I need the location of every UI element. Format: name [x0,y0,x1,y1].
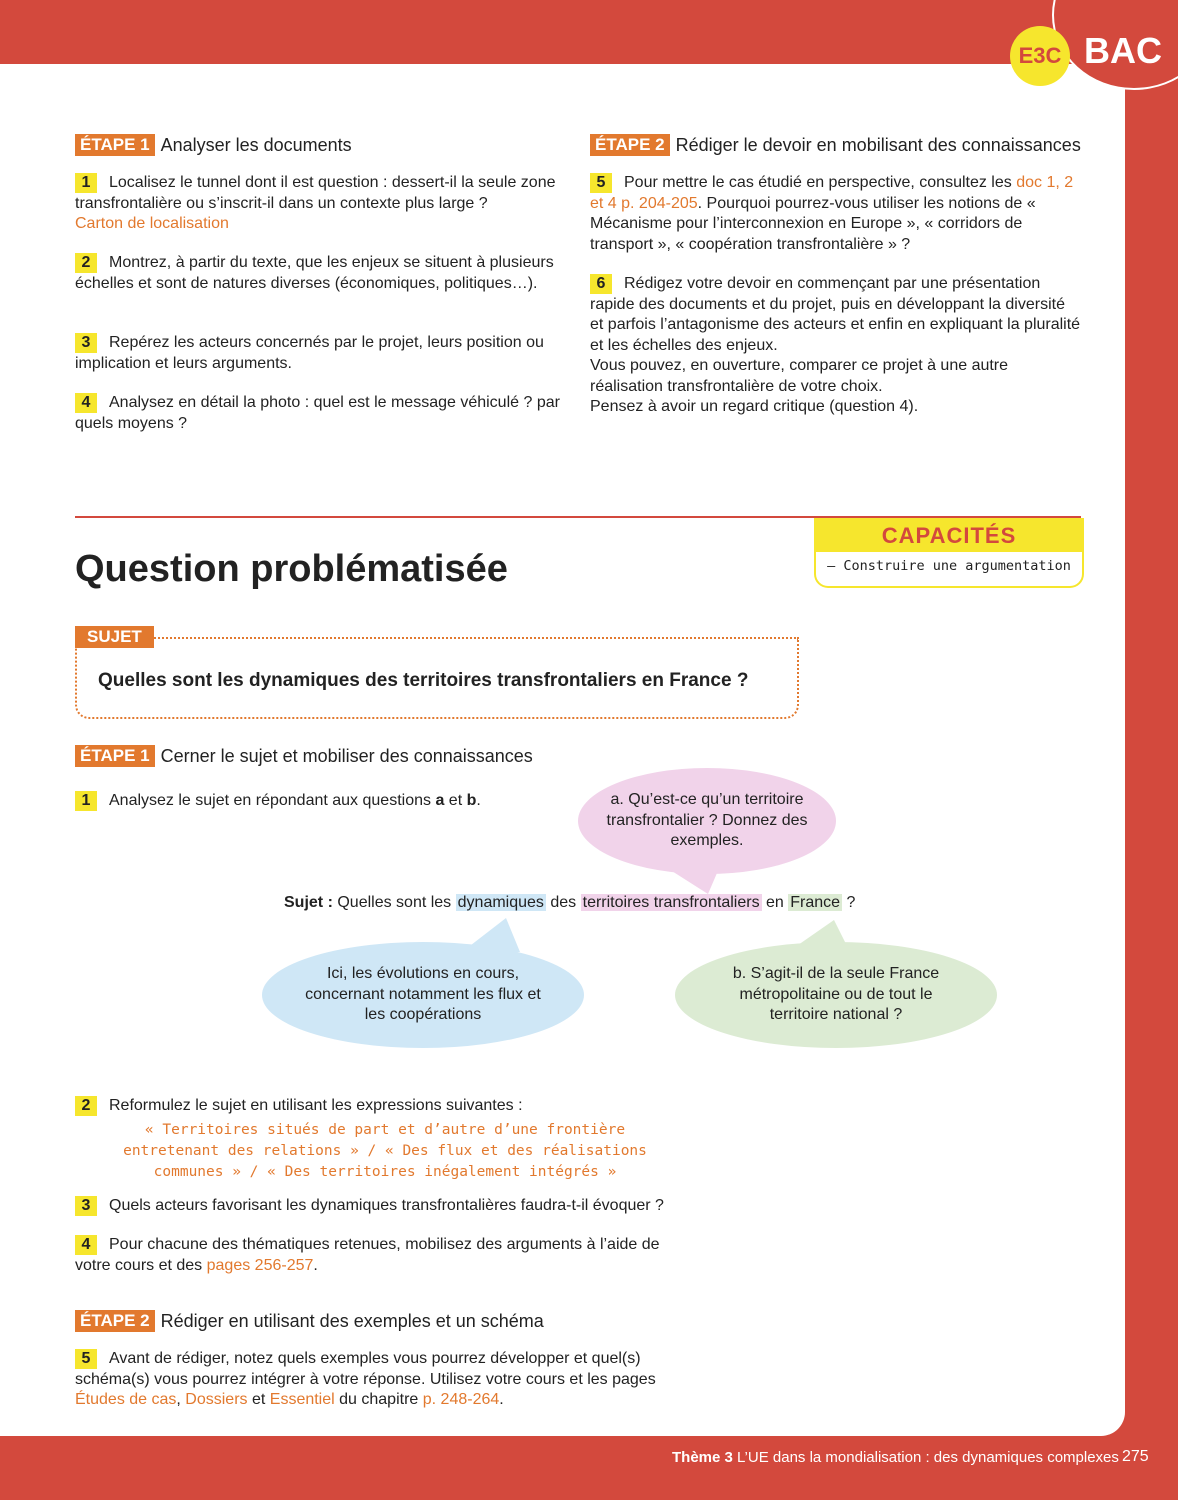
page-title: Question problématisée [75,548,508,590]
e3c-badge: E3C [1010,26,1070,86]
expressions-list: « Territoires situés de part et d’autre d’une frontière entretenant des relations » / « Des flux et des réalisations communes » / « Des territoires inégalement intégrés » [123,1122,647,1180]
sujet-tag: SUJET [75,626,154,648]
item-text: a [435,792,445,809]
doc-link[interactable]: doc 1, 2 et 4 p. 204-205 [590,174,1074,212]
etape-tag: ÉTAPE 2 [590,134,670,156]
item-number: 1 [75,791,97,811]
item-number: 5 [590,173,612,193]
item-text: Pour mettre le cas étudié en perspective, consultez les [624,174,1017,191]
etape-tag: ÉTAPE 1 [75,745,155,767]
item-number: 6 [590,274,612,294]
highlight-territoires: territoires transfrontaliers [582,894,760,911]
highlight-france: France [790,894,841,911]
bubble-dynamiques [262,942,584,1048]
bubble-text: a. Qu’est-ce qu’un territoire transfrontalier ? Donnez des exemples. [606,791,808,850]
etape-title: Cerner le sujet et mobiliser des connaissances [160,745,533,766]
etudes-link[interactable]: Études de cas [75,1391,177,1408]
item-text: Pour chacune des thématiques retenues, mobilisez des arguments à l’aide de votre cours et des [75,1236,660,1274]
sujet-word: Quelles sont les [337,894,452,911]
sujet-word: ? [846,894,856,911]
item-text: et [444,792,467,809]
footer-theme [672,1449,1119,1466]
capacites-text: – Construire une argumentation [827,558,1071,574]
pages-link[interactable]: pages 256-257 [206,1256,314,1274]
etape-tag: ÉTAPE 2 [75,1310,155,1332]
bubble-question-b [675,942,997,1048]
sujet-word: en [766,894,784,911]
page-number: 275 [1122,1448,1149,1465]
item-text: Rédigez votre devoir en commençant par une présentation rapide des documents et du projet, puis en développant la diversité et parfois l’antagonisme des acteurs et enfin en expliquant la pluralité et les échelles des enjeux. [590,275,1081,354]
item-number: 2 [75,253,97,273]
item-text: Reformulez le sujet en utilisant les expressions suivantes : [109,1097,523,1114]
item-text: Repérez les acteurs concernés par le projet, leurs position ou implication et leurs arguments. [75,334,544,372]
bubble-text: b. S’agit-il de la seule France métropolitaine ou de tout le territoire national ? [732,965,940,1024]
item-text: Avant de rédiger, notez quels exemples vous pourrez développer et quel(s) schéma(s) vous pourrez intégrer à votre réponse. Utilisez votre cours et les pages [75,1350,656,1388]
list-item [75,1096,775,1117]
item-text: Analysez le sujet en répondant aux questions [109,792,436,809]
item-number: 3 [75,333,97,353]
item-text: Localisez le tunnel dont il est question : dessert-il la seule zone transfrontalière ou s’inscrit-il dans un contexte plus large ? [75,174,556,212]
item-text: Analysez en détail la photo : quel est le message véhiculé ? par quels moyens ? [75,394,560,432]
item-text: . [499,1391,504,1408]
item-number: 4 [75,1235,97,1255]
item-text: Quels acteurs favorisant les dynamiques transfrontalières faudra-t-il évoquer ? [109,1197,664,1214]
item-text: du chapitre [334,1391,423,1408]
item-number: 3 [75,1196,97,1216]
item-number: 4 [75,393,97,413]
carton-link[interactable]: Carton de localisation [75,215,229,232]
essentiel-link[interactable]: Essentiel [269,1391,335,1408]
item-text: Vous pouvez, en ouverture, comparer ce projet à une autre réalisation transfrontalière de votre choix. [590,357,1009,395]
sujet-word: des [550,894,577,911]
bubble-text: Ici, les évolutions en cours, concernant notamment les flux et les coopérations [305,965,541,1024]
list-item [75,1235,685,1276]
etape-title: Rédiger en utilisant des exemples et un schéma [160,1310,544,1331]
item-number: 5 [75,1349,97,1369]
item-text: Montrez, à partir du texte, que les enjeux se situent à plusieurs échelles et sont de natures diverses (économiques, politiques…). [75,254,554,292]
bubble-question-a [578,768,836,874]
capacites-title: CAPACITÉS [816,518,1082,552]
footer-theme-text: L’UE dans la mondialisation : des dynamiques complexes [732,1449,1119,1466]
dossiers-link[interactable]: Dossiers [185,1391,248,1408]
item-text: . [476,792,481,809]
item-text: , [176,1391,186,1408]
sujet-analysis-line [284,894,855,912]
list-item [75,1196,775,1217]
chapter-pages-link[interactable]: p. 248-264 [422,1391,500,1408]
list-item [75,1349,695,1411]
highlight-dynamiques: dynamiques [457,894,544,911]
item-text: b [466,792,477,809]
item-text: Pensez à avoir un regard critique (question 4). [590,398,919,415]
item-number: 1 [75,173,97,193]
bac-badge: BAC [1084,30,1162,71]
item-text: et [247,1391,270,1408]
etape-tag: ÉTAPE 1 [75,134,155,156]
sujet-text: Quelles sont les dynamiques des territoires transfrontaliers en France ? [98,670,749,691]
etape2-header [75,1310,544,1332]
etape-title: Rédiger le devoir en mobilisant des connaissances [675,134,1081,155]
item-text: . [313,1256,318,1274]
item-number: 2 [75,1096,97,1116]
footer-theme-label: Thème 3 [672,1449,733,1466]
sujet-label: Sujet : [284,894,333,911]
item-text: . Pourquoi pourrez-vous utiliser les notions de « Mécanisme pour l’interconnexion en Europe », « corridors de transport », « coopération transfrontalière » ? [590,194,1036,253]
etape-title: Analyser les documents [160,134,352,155]
